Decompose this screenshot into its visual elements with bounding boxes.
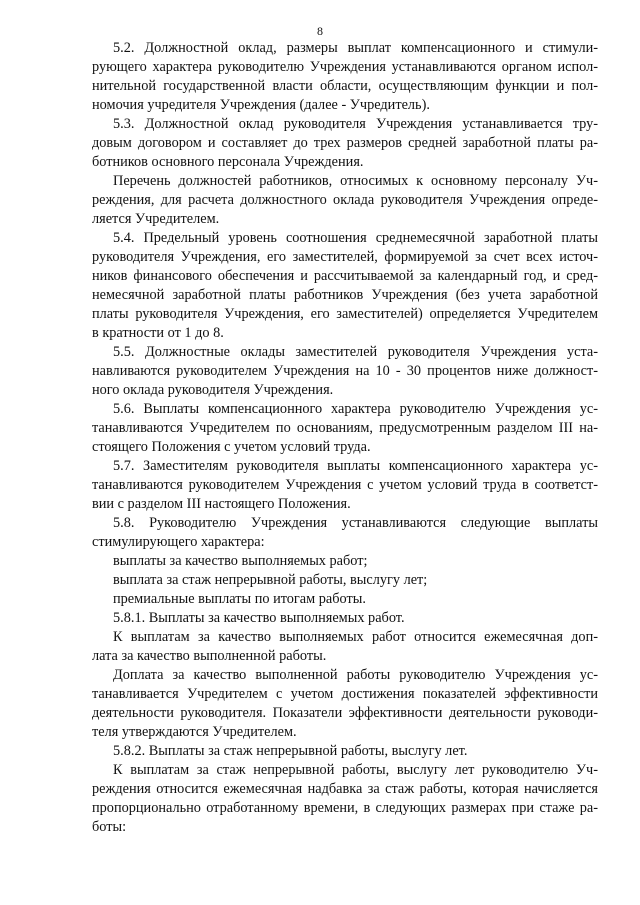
text-line: ляется Учредителем. bbox=[92, 211, 220, 227]
text-line: К выплатам за стаж непрерывной работы, выслугу лет руководителю Уч- bbox=[113, 762, 598, 778]
text-line: теля утверждаются Учредителем. bbox=[92, 724, 297, 740]
list-item: премиальные выплаты по итогам работы. bbox=[113, 591, 366, 607]
text-line: пропорционально отработанному времени, в следующих размерах при стаже ра- bbox=[92, 800, 598, 816]
text-line: 5.6. Выплаты компенсационного характера руководителю Учреждения ус- bbox=[113, 401, 598, 417]
text-line: нительной государственной власти области, осуществляющим функции и пол- bbox=[92, 78, 598, 94]
text-line: боты: bbox=[92, 819, 127, 835]
text-line: танавливаются Учредителем по основаниям, предусмотренным разделом III на- bbox=[92, 420, 598, 436]
text-line: 5.2. Должностной оклад, размеры выплат компенсационного и стимули- bbox=[113, 40, 598, 56]
text-line: К выплатам за качество выполняемых работ относится ежемесячная доп- bbox=[113, 629, 598, 645]
list-item: выплаты за качество выполняемых работ; bbox=[113, 553, 368, 569]
text-line: танавливаются руководителем Учреждения с учетом условий труда в соответст- bbox=[92, 477, 598, 493]
text-line: вии с разделом III настоящего Положения. bbox=[92, 496, 351, 512]
text-line: Перечень должностей работников, относимых к основному персоналу Уч- bbox=[113, 173, 598, 189]
text-line: лата за качество выполненной работы. bbox=[92, 648, 327, 664]
text-line: 5.7. Заместителям руководителя выплаты компенсационного характера ус- bbox=[113, 458, 598, 474]
text-line: стимулирующего характера: bbox=[92, 534, 265, 550]
text-line: 5.5. Должностные оклады заместителей руководителя Учреждения уста- bbox=[113, 344, 598, 360]
text-line: в кратности от 1 до 8. bbox=[92, 325, 224, 341]
text-line: деятельности руководителя. Показатели эффективности деятельности руководи- bbox=[92, 705, 598, 721]
text-line: реждения, для расчета должностного оклада руководителя Учреждения опреде- bbox=[92, 192, 598, 208]
text-line: 5.8. Руководителю Учреждения устанавливаются следующие выплаты bbox=[113, 515, 598, 531]
text-line: 5.4. Предельный уровень соотношения среднемесячной заработной платы bbox=[113, 230, 598, 246]
page-number: 8 bbox=[317, 24, 323, 38]
section-heading: 5.8.2. Выплаты за стаж непрерывной работы, выслугу лет. bbox=[113, 743, 468, 759]
section-heading: 5.8.1. Выплаты за качество выполняемых работ. bbox=[113, 610, 405, 626]
text-line: танавливается Учредителем с учетом достижения показателей эффективности bbox=[92, 686, 598, 702]
text-line: ников финансового обеспечения и рассчитываемой за календарный год, и сред- bbox=[92, 268, 598, 284]
text-line: номочия учредителя Учреждения (далее - Учредитель). bbox=[92, 97, 430, 113]
text-line: стоящего Положения с учетом условий труда. bbox=[92, 439, 371, 455]
text-line: 5.3. Должностной оклад руководителя Учреждения устанавливается тру- bbox=[113, 116, 598, 132]
text-line: рующего характера руководителю Учреждения устанавливаются органом испол- bbox=[92, 59, 598, 75]
text-line: довым договором и составляет до трех размеров средней заработной платы ра- bbox=[92, 135, 598, 151]
text-line: платы руководителя Учреждения, его заместителей) определяется Учредителем bbox=[92, 306, 598, 322]
text-line: ботников основного персонала Учреждения. bbox=[92, 154, 364, 170]
text-line: реждения относится ежемесячная надбавка за стаж работы, которая начисляется bbox=[92, 781, 598, 797]
text-line: ного оклада руководителя Учреждения. bbox=[92, 382, 334, 398]
text-line: Доплата за качество выполненной работы руководителю Учреждения ус- bbox=[113, 667, 598, 683]
list-item: выплата за стаж непрерывной работы, выслугу лет; bbox=[113, 572, 428, 588]
text-line: немесячной заработной платы работников Учреждения (без учета заработной bbox=[92, 287, 598, 303]
text-line: навливаются руководителем Учреждения на 10 - 30 процентов ниже должност- bbox=[92, 363, 598, 379]
text-line: руководителя Учреждения, его заместителей, формируемой за счет всех источ- bbox=[92, 249, 598, 265]
